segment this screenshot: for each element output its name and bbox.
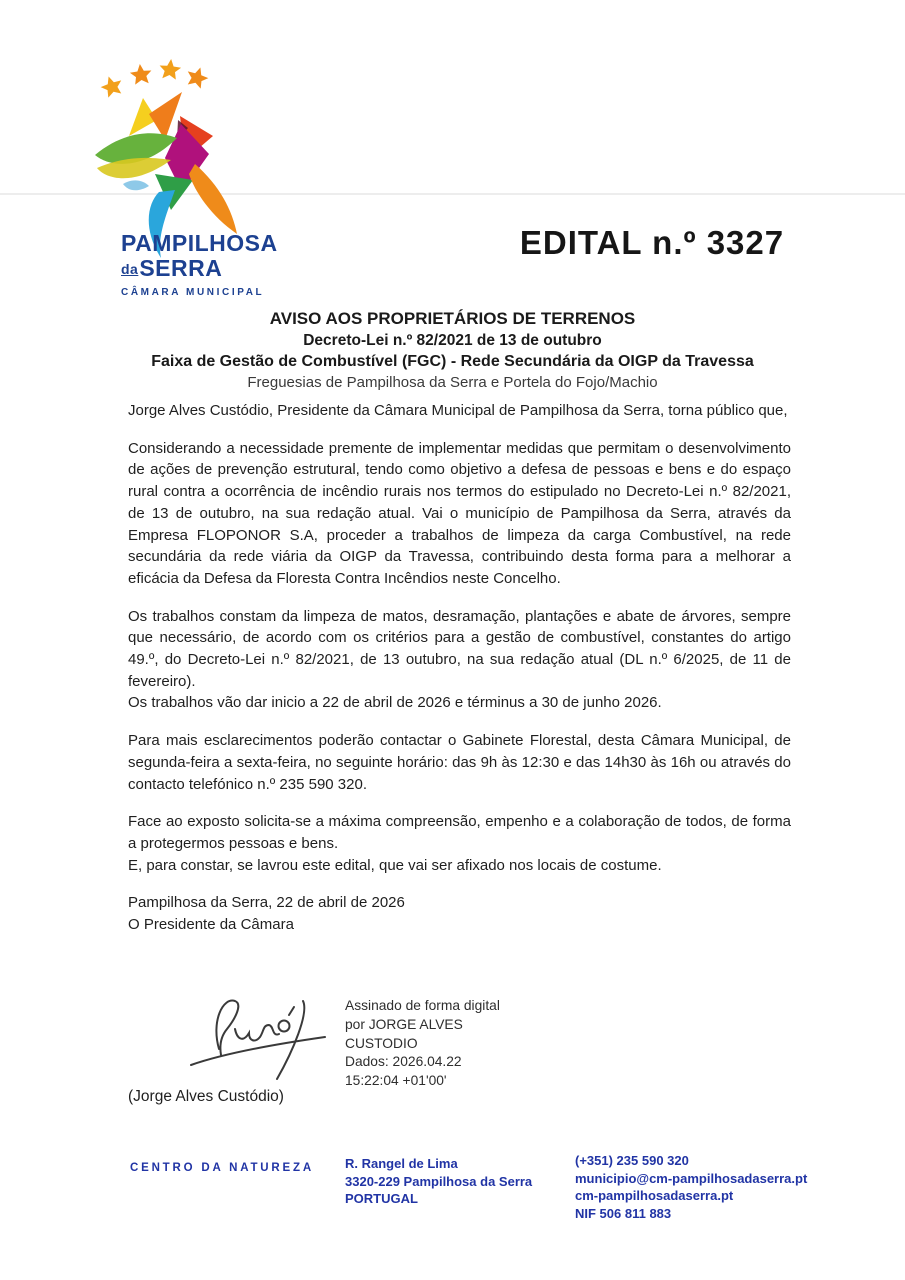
digital-signature-block bbox=[345, 997, 500, 1091]
footer-address-line: PORTUGAL bbox=[345, 1191, 418, 1206]
digital-signature-line: Assinado de forma digital bbox=[345, 998, 500, 1013]
dateline-block bbox=[128, 892, 791, 935]
digital-signature-line: 15:22:04 +01'00' bbox=[345, 1073, 447, 1089]
logo-da-prefix: da bbox=[121, 261, 139, 277]
footer-address-line: R. Rangel de Lima bbox=[345, 1156, 458, 1171]
heading-line4: Freguesias de Pampilhosa da Serra e Portela do Fojo/Machio bbox=[247, 374, 658, 391]
paragraph-datas-trabalhos: Os trabalhos vão dar inicio a 22 de abril de 2026 e términus a 30 de junho 2026. bbox=[128, 694, 662, 712]
footer-website: cm-pampilhosadaserra.pt bbox=[575, 1188, 734, 1203]
heading-line2: Decreto-Lei n.º 82/2021 de 13 de outubro bbox=[303, 332, 602, 349]
footer-address-line: 3320-229 Pampilhosa da Serra bbox=[345, 1173, 533, 1189]
footer-nif: NIF 506 811 883 bbox=[575, 1205, 672, 1221]
paragraph-esclarecimentos: Para mais esclarecimentos poderão contactar o Gabinete Florestal, desta Câmara Municipal, de segunda-feira a sexta-feira, no seguinte horário: das 9h às 12:30 e das 14h30 às 16h ou através do contacto telefónico n.º 235 590 320. bbox=[128, 732, 791, 793]
heading-line3: Faixa de Gestão de Combustível (FGC) - Rede Secundária da OIGP da Travessa bbox=[151, 353, 754, 370]
paragraph-intro: Jorge Alves Custódio, Presidente da Câmara Municipal de Pampilhosa da Serra, torna público que, bbox=[128, 402, 788, 419]
footer-email: municipio@cm-pampilhosadaserra.pt bbox=[575, 1170, 808, 1186]
edital-title: EDITAL n.º 3327 bbox=[519, 224, 785, 261]
paragraph-considerando: Considerando a necessidade premente de implementar medidas que permitam o desenvolvimento de ações de prevenção estrutural, tendo como objetivo a defesa de pessoas e bens e do espaço rural contra a ocorrência de incêndio rurais nos termos do estipulado no Decreto-Lei n.º 82/2021, de 13 de outubro, na sua redação atual. Vai o município de Pampilhosa da Serra, através da Empresa FLOPONOR S.A, proceder a trabalhos de limpeza da carga Combustível, na rede secundária da rede viária da OIGP da Travessa, contribuindo desta forma para a melhorar a eficácia da Defesa da Floresta Contra Incêndios neste Concelho. bbox=[128, 439, 791, 587]
logo-name-line2 bbox=[121, 257, 278, 280]
digital-signature-line: Dados: 2026.04.22 bbox=[345, 1054, 462, 1070]
notice-heading bbox=[0, 308, 905, 394]
logo-stars-icon bbox=[98, 58, 210, 99]
place-date: Pampilhosa da Serra, 22 de abril de 2026 bbox=[128, 894, 405, 912]
paragraph-constar: E, para constar, se lavrou este edital, que vai ser afixado nos locais de costume. bbox=[128, 856, 662, 874]
edict-body bbox=[128, 400, 791, 936]
footer-address-block bbox=[345, 1155, 532, 1208]
digital-signature-line: por JORGE ALVES bbox=[345, 1016, 463, 1032]
logo-serra: SERRA bbox=[139, 255, 223, 281]
handwritten-signature-icon bbox=[183, 985, 338, 1090]
paragraph-exposto: Face ao exposto solicita-se a máxima compreensão, empenho e a colaboração de todos, de forma a protegermos pessoas e bens. bbox=[128, 813, 791, 852]
paragraph-trabalhos: Os trabalhos constam da limpeza de matos, desramação, plantações e abate de árvores, sempre que necessário, de acordo com os critérios para a gestão de combustível, constantes do artigo 49.º, do Decreto-Lei n.º 82/2021, de 13 outubro, na sua redação atual (DL n.º 6/2025, de 11 de fevereiro). bbox=[128, 607, 791, 690]
footer-phone: (+351) 235 590 320 bbox=[575, 1153, 689, 1168]
logo-name-line1: PAMPILHOSA bbox=[121, 230, 278, 256]
heading-line1: AVISO AOS PROPRIETÁRIOS DE TERRENOS bbox=[269, 309, 636, 328]
president-title: O Presidente da Câmara bbox=[128, 916, 294, 934]
digital-signature-line: CUSTODIO bbox=[345, 1035, 418, 1051]
logo-subtitle: CÂMARA MUNICIPAL bbox=[121, 287, 265, 298]
footer-contacts-block bbox=[575, 1152, 807, 1222]
signer-name-caption: (Jorge Alves Custódio) bbox=[128, 1088, 284, 1105]
municipality-logo-text bbox=[121, 232, 278, 298]
footer-org: CENTRO DA NATUREZA bbox=[130, 1162, 314, 1174]
